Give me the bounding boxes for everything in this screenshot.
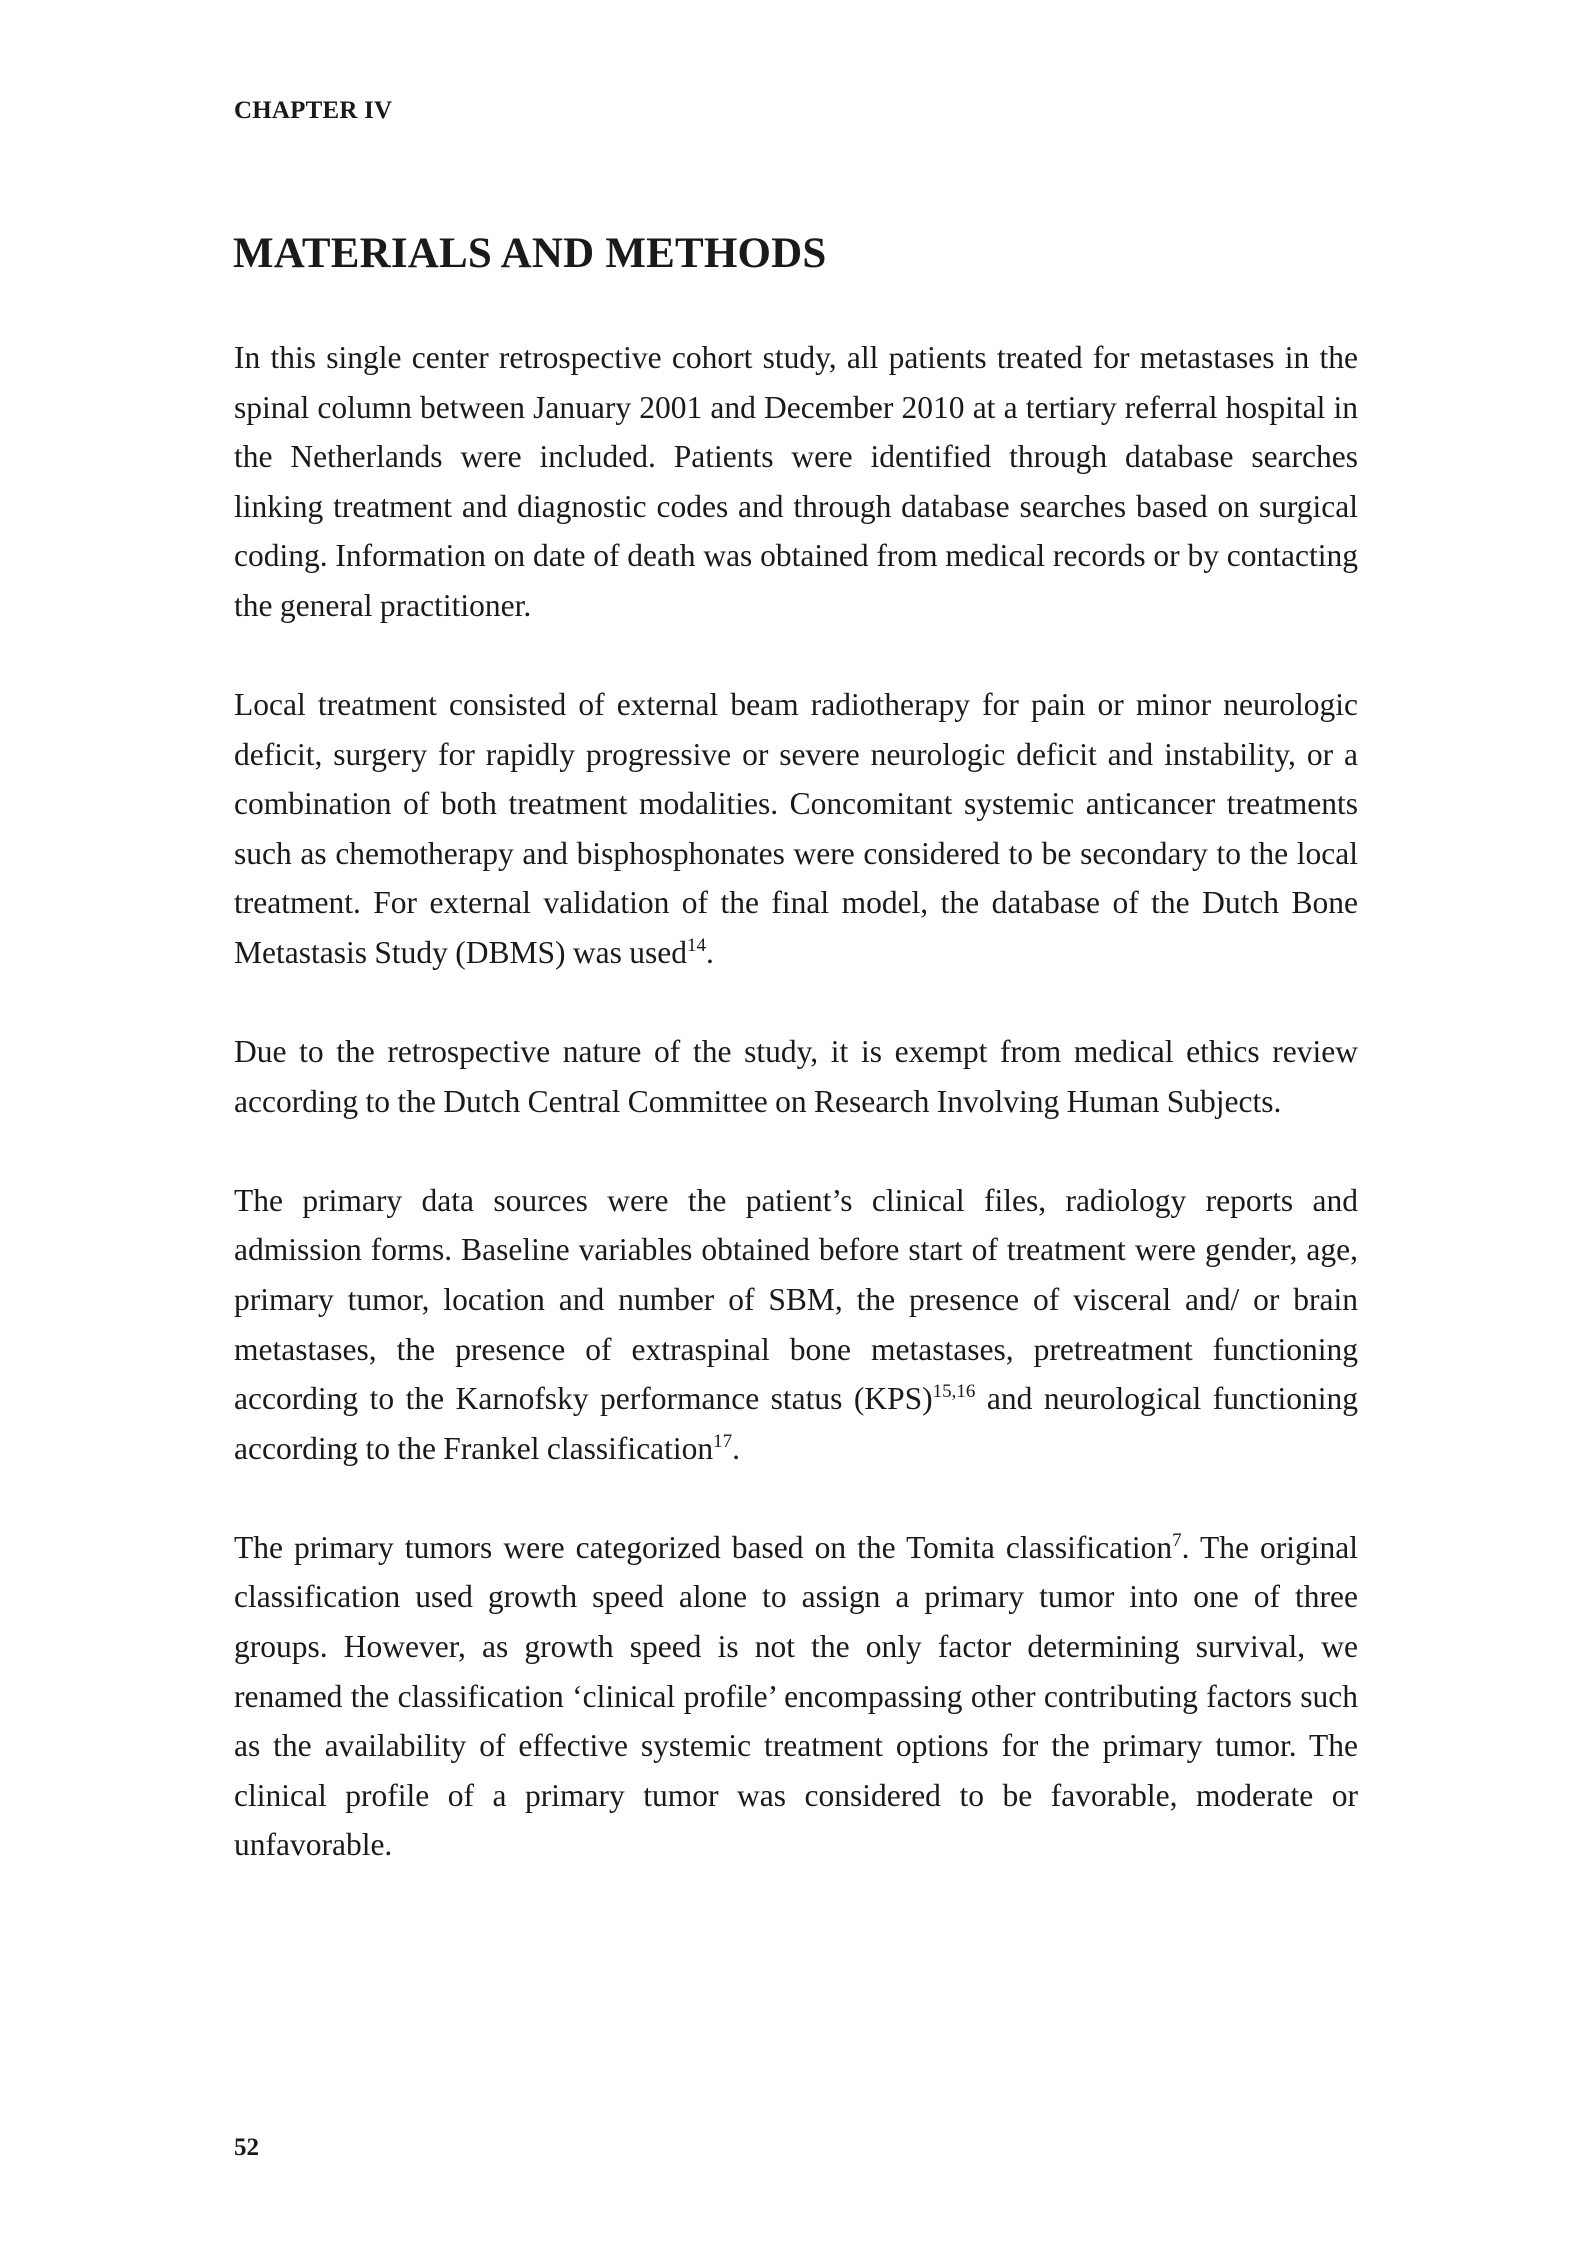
paragraph-text: Due to the retrospective nature of the study, it is exempt from medical ethics review according to the Dutch Central Committee on Research Involving Human Subjects. xyxy=(234,1034,1358,1119)
body-text xyxy=(234,333,1358,1920)
section-title: MATERIALS AND METHODS xyxy=(233,230,827,277)
citation-reference: 7 xyxy=(1172,1529,1182,1551)
paragraph-text: Local treatment consisted of external beam radiotherapy for pain or minor neurologic deficit, surgery for rapidly progressive or severe neurologic deficit and instability, or a combination of both treatment modalities. Concomitant systemic anticancer treatments such as chemotherapy and bisphosphonates were considered to be secondary to the local treatment. For external validation of the final model, the database of the Dutch Bone Metastasis Study (DBMS) was used xyxy=(234,687,1358,971)
paragraph-text: In this single center retrospective cohort study, all patients treated for metastases in the spinal column between January 2001 and December 2010 at a tertiary referral hospital in the Netherlands were included. Patients were identified through database searches linking treatment and diagnostic codes and through database searches based on surgical coding. Information on date of death was obtained from medical records or by contacting the general practitioner. xyxy=(234,340,1358,623)
paragraph-local-treatment xyxy=(234,680,1358,978)
paragraph-tumor-classification xyxy=(234,1523,1358,1870)
paragraph-text: . xyxy=(706,935,714,971)
paragraph-text: . The original classification used growth speed alone to assign a primary tumor into one of three groups. However, as growth speed is not the only factor determining survival, we renamed the classification ‘clinical profile’ encompassing other contributing factors such as the availability of effective systemic treatment options for the primary tumor. The clinical profile of a primary tumor was considered to be favorable, moderate or unfavorable. xyxy=(234,1529,1358,1863)
paragraph-text: and neurological functioning according to the Frankel classification xyxy=(234,1381,1358,1466)
paragraph-text: . xyxy=(732,1430,740,1466)
citation-reference: 17 xyxy=(713,1430,733,1452)
paragraph-study-design xyxy=(234,333,1358,631)
running-head: CHAPTER IV xyxy=(234,97,393,124)
paragraph-text: The primary data sources were the patient’s clinical files, radiology reports and admission forms. Baseline variables obtained before start of treatment were gender, age, primary tumor, location and number of SBM, the presence of visceral and/ or brain metastases, the presence of extraspinal bone metastases, pretreatment functioning according to the Karnofsky performance status (KPS) xyxy=(234,1182,1358,1417)
page-number: 52 xyxy=(234,2134,259,2161)
citation-reference: 14 xyxy=(687,935,706,957)
paragraph-text: The primary tumors were categorized based on the Tomita classification xyxy=(234,1529,1173,1565)
citation-reference: 15,16 xyxy=(932,1381,976,1403)
paragraph-ethics xyxy=(234,1027,1358,1126)
paragraph-data-sources xyxy=(234,1176,1358,1474)
